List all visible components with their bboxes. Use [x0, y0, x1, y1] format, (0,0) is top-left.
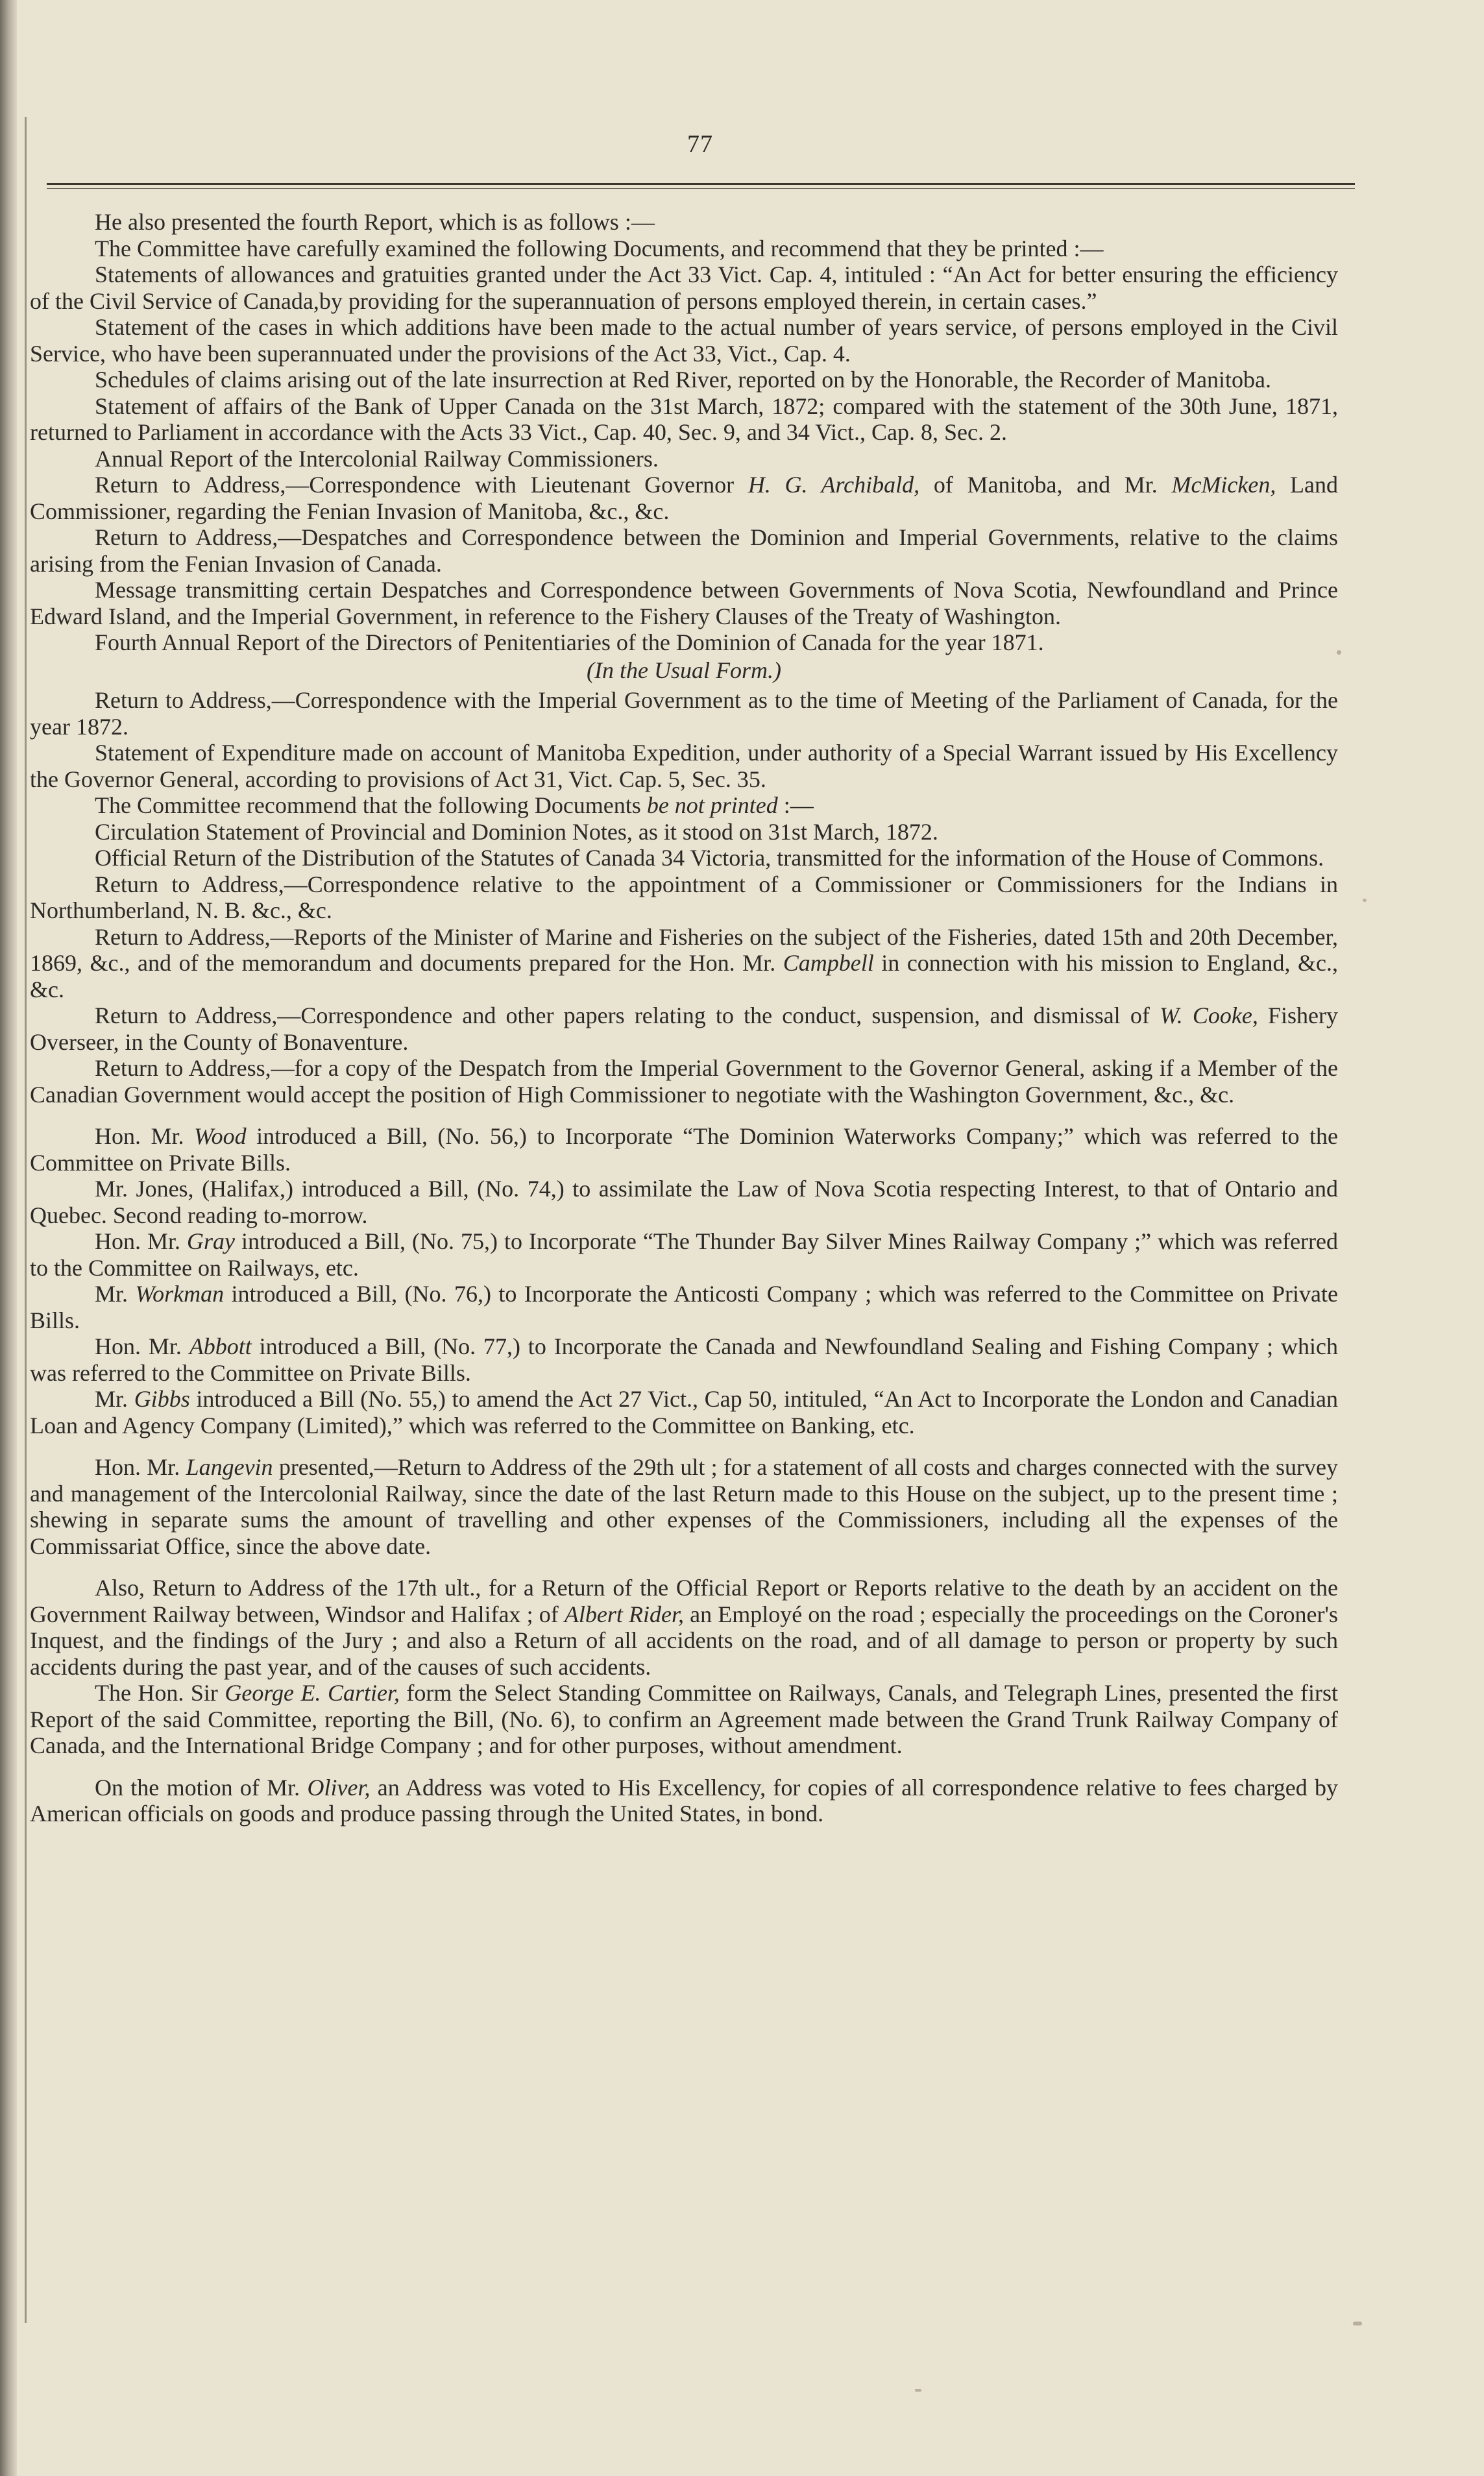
- italic-text: Langevin: [186, 1454, 273, 1480]
- paragraph: [30, 446, 1338, 472]
- paragraph: [30, 1281, 1338, 1333]
- text-run: :—: [777, 792, 814, 818]
- text-run: Official Return of the Distribution of the Statutes of Canada 34 Victoria, transmitted for the information of the House of Commons.: [95, 845, 1324, 871]
- text-run: an Employé on the road ; especially the proceedings on the Coroner's Inquest, and the findings of the Jury ; and also a Return of all accidents on the road, and of all damage to person or property by such accidents during the past year, and of the causes of such accidents.: [30, 1601, 1338, 1680]
- paragraph: [30, 1002, 1338, 1055]
- paragraph: [30, 687, 1338, 740]
- text-run: Hon. Mr.: [95, 1123, 194, 1149]
- paragraph: [30, 1228, 1338, 1281]
- text-run: Land Commissioner, regarding the Fenian Invasion of Manitoba, &c., &c.: [30, 472, 1339, 524]
- paragraph: [30, 792, 1338, 819]
- text-run: of Manitoba, and Mr.: [919, 472, 1172, 498]
- text-run: introduced a Bill, (No. 76,) to Incorporate the Anticosti Company ; which was referred to the Committee on Private Bills.: [30, 1281, 1339, 1333]
- italic-text: Gray: [187, 1228, 236, 1254]
- paragraph: [30, 1055, 1338, 1108]
- text-run: Return to Address,—Correspondence with Lieutenant Governor: [95, 472, 748, 498]
- italic-text: Campbell: [783, 950, 874, 976]
- italic-text: Gibbs: [134, 1386, 190, 1412]
- paragraph: [30, 1386, 1338, 1438]
- header-rule: [47, 183, 1355, 185]
- text-run: Mr.: [95, 1281, 136, 1307]
- paper-speck: [1353, 2322, 1362, 2325]
- header-rule-thin: [47, 188, 1355, 189]
- paragraph: [30, 209, 1338, 236]
- paragraph: [30, 740, 1338, 792]
- page-body: [30, 209, 1338, 1827]
- paragraph: [30, 577, 1338, 629]
- italic-text: Oliver,: [307, 1774, 371, 1801]
- paragraph: [30, 845, 1338, 871]
- italic-text: W. Cooke,: [1160, 1002, 1258, 1028]
- text-run: introduced a Bill, (No. 56,) to Incorporate “The Dominion Waterworks Company;” which was referred to the Committee on Private Bills.: [30, 1123, 1338, 1176]
- paper-speck: [915, 2389, 921, 2392]
- paragraph: [30, 1123, 1338, 1176]
- text-run: Also, Return to Address of the 17th ult., for a Return of the Official Report or Reports relative to the death by an accident on the Government Railway between, Windsor and Halifax ; of: [30, 1575, 1338, 1627]
- text-run: Statement of the cases in which additions have been made to the actual number of years service, of persons employed in the Civil Service, who have been superannuated under the provisions of the Act 33, Vict., Cap. 4.: [30, 314, 1338, 367]
- italic-text: Workman: [135, 1281, 225, 1307]
- italic-text: McMicken,: [1171, 472, 1276, 498]
- text-run: On the motion of Mr.: [95, 1774, 308, 1801]
- italic-text: H. G. Archibald,: [748, 472, 920, 498]
- text-run: The Committee have carefully examined the following Documents, and recommend that they be printed :—: [95, 235, 1104, 261]
- text-run: He also presented the fourth Report, which is as follows :—: [95, 209, 655, 235]
- text-run: Schedules of claims arising out of the late insurrection at Red River, reported on by the Honorable, the Recorder of Manitoba.: [95, 367, 1272, 393]
- text-run: in connection with his mission to England, &c., &c.: [30, 950, 1338, 1002]
- italic-text: be not printed: [646, 792, 778, 818]
- text-run: Return to Address,—Despatches and Correspondence between the Dominion and Imperial Governments, relative to the claims arising from the Fenian Invasion of Canada.: [30, 524, 1338, 577]
- paragraph: [30, 1775, 1338, 1827]
- paragraph: [30, 819, 1338, 845]
- text-run: Hon. Mr.: [95, 1454, 186, 1480]
- text-run: an Address was voted to His Excellency, for copies of all correspondence relative to fees charged by American officials on goods and produce passing through the United States, in bond.: [30, 1774, 1339, 1827]
- text-run: Return to Address,—Correspondence relative to the appointment of a Commissioner or Commissioners for the Indians in Northumberland, N. B. &c., &c.: [30, 871, 1338, 923]
- text-run: introduced a Bill, (No. 77,) to Incorporate the Canada and Newfoundland Sealing and Fishing Company ; which was referred to the Committee on Private Bills.: [30, 1333, 1338, 1386]
- text-run: introduced a Bill, (No. 75,) to Incorporate “The Thunder Bay Silver Mines Railway Company ;” which was referred to the Committee on Railways, etc.: [30, 1228, 1339, 1281]
- text-run: Annual Report of the Intercolonial Railway Commissioners.: [95, 445, 659, 472]
- text-run: Statements of allowances and gratuities granted under the Act 33 Vict. Cap. 4, intituled : “An Act for better ensuring the efficiency of the Civil Service of Canada,by providing for the superannuation of persons employed therein, in certain cases.”: [30, 261, 1338, 314]
- paper-speck: [1337, 650, 1341, 655]
- paper-speck: [1363, 899, 1367, 902]
- paragraph: [30, 1680, 1338, 1759]
- paragraph: [30, 261, 1338, 314]
- text-run: Return to Address,—Correspondence and other papers relating to the conduct, suspension, and dismissal of: [95, 1002, 1160, 1028]
- italic-text: Albert Rider,: [564, 1601, 684, 1627]
- text-run: Return to Address,—for a copy of the Despatch from the Imperial Government to the Governor General, asking if a Member of the Canadian Government would accept the position of High Commissioner to negotiate with the Washington Government, &c., &c.: [30, 1055, 1338, 1108]
- paragraph: [30, 1333, 1338, 1386]
- text-run: Mr. Jones, (Halifax,) introduced a Bill, (No. 74,) to assimilate the Law of Nova Scotia respecting Interest, to that of Ontario and Quebec. Second reading to-morrow.: [30, 1176, 1338, 1228]
- paragraph: [30, 1454, 1338, 1559]
- page-number: 77: [687, 130, 713, 158]
- text-run: Hon. Mr.: [95, 1228, 188, 1254]
- text-run: Circulation Statement of Provincial and Dominion Notes, as it stood on 31st March, 1872.: [95, 818, 938, 845]
- document-page: [30, 0, 1338, 2476]
- text-run: (In the Usual Form.): [587, 657, 781, 683]
- text-run: Return to Address,—Reports of the Minister of Marine and Fisheries on the subject of the Fisheries, dated 15th and 20th December, 1869, &c., and of the memorandum and documents prepared for the Hon. Mr.: [30, 923, 1338, 976]
- text-run: presented,—Return to Address of the 29th ult ; for a statement of all costs and charges connected with the survey and management of the Intercolonial Railway, since the date of the last Return made to this House on the subject, up to the present time ; shewing in separate sums the amount of travelling and other expenses of the Commissioners, including all the expenses of the Commissariat Office, since the above date.: [30, 1454, 1338, 1559]
- text-run: Statement of Expenditure made on account of Manitoba Expedition, under authority of a Special Warrant issued by His Excellency the Governor General, according to provisions of Act 31, Vict. Cap. 5, Sec. 35.: [30, 740, 1338, 792]
- paragraph: [30, 367, 1338, 393]
- text-run: Hon. Mr.: [95, 1333, 189, 1359]
- section-heading: [30, 657, 1338, 684]
- text-run: The Hon. Sir: [95, 1680, 225, 1706]
- paragraph: [30, 1176, 1338, 1228]
- text-run: Statement of affairs of the Bank of Upper Canada on the 31st March, 1872; compared with the statement of the 30th June, 1871, returned to Parliament in accordance with the Acts 33 Vict., Cap. 40, Sec. 9, and 34 Vict., Cap. 8, Sec. 2.: [30, 393, 1338, 445]
- italic-text: George E. Cartier,: [225, 1680, 400, 1706]
- paragraph: [30, 393, 1338, 446]
- text-run: The Committee recommend that the following Documents: [95, 792, 647, 818]
- paragraph: [30, 524, 1338, 577]
- paragraph: [30, 924, 1338, 1003]
- book-binding-edge: [0, 0, 17, 2476]
- paragraph: [30, 1575, 1338, 1680]
- text-run: form the Select Standing Committee on Railways, Canals, and Telegraph Lines, presented the first Report of the said Committee, reporting the Bill, (No. 6), to confirm an Agreement made between the Grand Trunk Railway Company of Canada, and the International Bridge Company ; and for other purposes, without amendment.: [30, 1680, 1338, 1758]
- text-run: Mr.: [95, 1386, 134, 1412]
- text-run: Fishery Overseer, in the County of Bonaventure.: [30, 1002, 1339, 1055]
- text-run: introduced a Bill (No. 55,) to amend the Act 27 Vict., Cap 50, intituled, “An Act to Incorporate the London and Canadian Loan and Agency Company (Limited),” which was referred to the Committee on Banking, etc.: [30, 1386, 1339, 1438]
- italic-text: Abbott: [189, 1333, 252, 1359]
- text-run: Return to Address,—Correspondence with the Imperial Government as to the time of Meeting of the Parliament of Canada, for the year 1872.: [30, 687, 1338, 740]
- paragraph: [30, 314, 1338, 367]
- paragraph: [30, 472, 1338, 524]
- text-run: Fourth Annual Report of the Directors of Penitentiaries of the Dominion of Canada for the year 1871.: [95, 629, 1044, 655]
- text-run: Message transmitting certain Despatches and Correspondence between Governments of Nova Scotia, Newfoundland and Prince Edward Island, and the Imperial Government, in reference to the Fishery Clauses of the Treaty of Washington.: [30, 577, 1338, 629]
- binding-shadow-line: [25, 117, 27, 2323]
- italic-text: Wood: [193, 1123, 247, 1149]
- paragraph: [30, 629, 1338, 656]
- paragraph: [30, 871, 1338, 924]
- paragraph: [30, 236, 1338, 262]
